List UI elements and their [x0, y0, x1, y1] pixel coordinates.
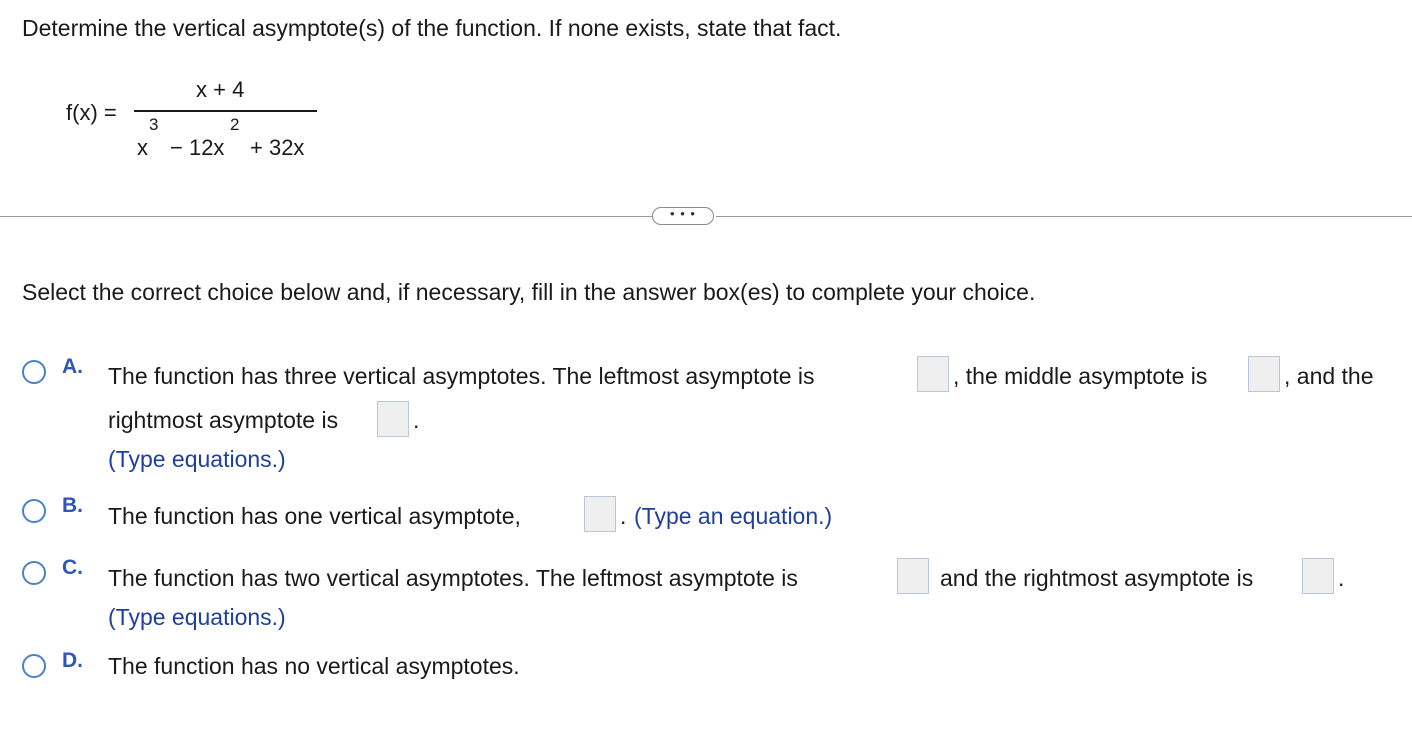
divider-line: [0, 216, 652, 217]
choice-a-radio[interactable]: [22, 360, 46, 384]
denominator-term-2-exponent: 2: [230, 115, 240, 134]
choice-a-letter: A.: [62, 355, 83, 378]
choice-a-text: , and the: [1284, 363, 1374, 389]
choice-b-hint: (Type an equation.): [634, 503, 833, 529]
choice-c-hint: (Type equations.): [108, 604, 286, 630]
fraction-numerator: x + 4: [196, 77, 245, 102]
show-more-button[interactable]: • • •: [652, 207, 714, 225]
choice-c-text: .: [1338, 565, 1345, 591]
choice-c-letter: C.: [62, 556, 83, 579]
choice-b-letter: B.: [62, 494, 83, 517]
choice-a-text: .: [413, 407, 420, 433]
choice-c-text: The function has two vertical asymptotes. The leftmost asymptote is: [108, 565, 798, 591]
fraction-bar: [134, 110, 317, 112]
denominator-term-3: + 32x: [250, 135, 305, 160]
function-label: f(x) =: [66, 100, 117, 125]
choice-d-letter: D.: [62, 649, 83, 672]
choice-a-text: , the middle asymptote is: [953, 363, 1208, 389]
choice-c-text: and the rightmost asymptote is: [940, 565, 1254, 591]
choice-a-text: rightmost asymptote is: [108, 407, 339, 433]
choice-c-rightmost-answer-box[interactable]: [1302, 558, 1334, 594]
fraction-denominator: [137, 115, 337, 160]
choice-b-radio[interactable]: [22, 499, 46, 523]
divider-line: [716, 216, 1412, 217]
denominator-term-2-base: − 12x: [170, 135, 225, 160]
choice-b-answer-box[interactable]: [584, 496, 616, 532]
question-prompt: Determine the vertical asymptote(s) of the function. If none exists, state that fact.: [22, 15, 842, 41]
choice-d-text: The function has no vertical asymptotes.: [108, 653, 520, 679]
choice-c-radio[interactable]: [22, 561, 46, 585]
choice-d-radio[interactable]: [22, 654, 46, 678]
choice-c-leftmost-answer-box[interactable]: [897, 558, 929, 594]
choice-a-leftmost-answer-box[interactable]: [917, 356, 949, 392]
choice-a-text: The function has three vertical asymptotes. The leftmost asymptote is: [108, 363, 815, 389]
choice-b-text: .: [620, 503, 627, 529]
choice-a-middle-answer-box[interactable]: [1248, 356, 1280, 392]
choice-b-text: The function has one vertical asymptote,: [108, 503, 521, 529]
denominator-term-1-exponent: 3: [149, 115, 159, 134]
choice-a-rightmost-answer-box[interactable]: [377, 401, 409, 437]
denominator-term-1-base: x: [137, 135, 148, 160]
choice-a-hint: (Type equations.): [108, 446, 286, 472]
instruction-text: Select the correct choice below and, if necessary, fill in the answer box(es) to complete your choice.: [22, 279, 1036, 305]
